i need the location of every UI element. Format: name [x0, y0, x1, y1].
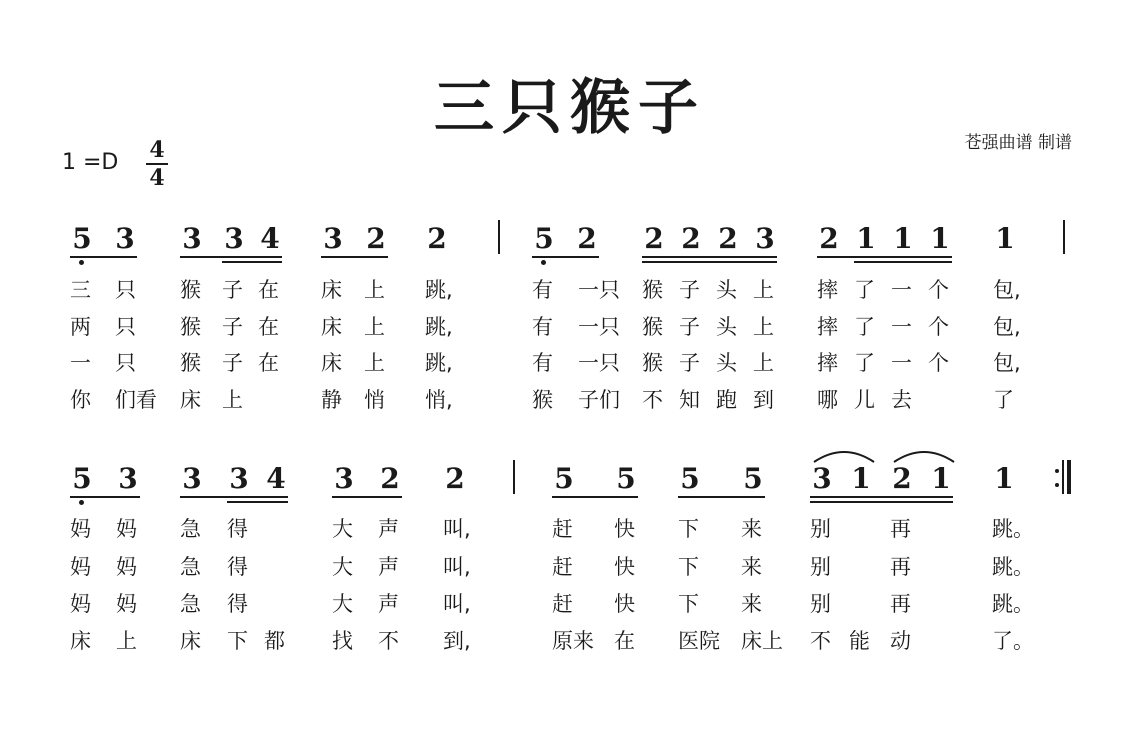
note: 3 [115, 222, 135, 255]
lyric-char: 上 [364, 278, 385, 302]
lyric-char: 跳。 [992, 517, 1034, 541]
lyric-char: 妈 [116, 555, 137, 579]
barline [1063, 220, 1065, 254]
lyric-char: 赶 [552, 517, 573, 541]
lyric-char: 有 [532, 315, 553, 339]
lyric-char: 一 [891, 315, 912, 339]
note: 3 [224, 222, 244, 255]
note: 3 [334, 462, 354, 495]
lyric-char: 悄 [364, 388, 385, 412]
note: 2 [892, 462, 912, 495]
lyric-char: 赶 [552, 592, 573, 616]
lyric-char: 上 [753, 315, 774, 339]
lyric-char: 在 [258, 315, 279, 339]
lyric-line [0, 629, 1140, 653]
underline-eighth [321, 256, 388, 258]
lyric-char: 妈 [116, 517, 137, 541]
lyric-char: 只 [115, 315, 136, 339]
note: 5 [680, 462, 700, 495]
lyric-char: 床 [70, 629, 91, 653]
lyric-char: 上 [364, 315, 385, 339]
lyric-char: 子 [679, 351, 700, 375]
lyric-char: 在 [258, 278, 279, 302]
note: 3 [118, 462, 138, 495]
lyric-char: 床 [321, 351, 342, 375]
barline [498, 220, 500, 254]
note: 5 [616, 462, 636, 495]
lyric-char: 你 [70, 388, 91, 412]
underline-eighth [532, 256, 599, 258]
lyric-char: 猴 [642, 315, 663, 339]
lyric-char: 悄, [425, 388, 453, 412]
lyric-char: 去 [891, 388, 912, 412]
lyric-char: 大 [332, 517, 353, 541]
lyric-char: 了 [854, 351, 875, 375]
underline-eighth [70, 256, 137, 258]
underline-eighth [70, 496, 140, 498]
note: 3 [812, 462, 832, 495]
lyric-char: 急 [180, 555, 201, 579]
lyric-char: 个 [928, 315, 949, 339]
note: 5 [72, 222, 92, 255]
time-signature-bottom: 4 [149, 165, 165, 191]
note: 3 [182, 222, 202, 255]
underline-sixteenth [642, 261, 777, 263]
lyric-char: 叫, [443, 592, 471, 616]
lyric-char: 到, [443, 629, 471, 653]
lyric-char: 跳。 [992, 555, 1034, 579]
lyric-char: 妈 [116, 592, 137, 616]
lyric-char: 上 [753, 351, 774, 375]
low-octave-dot [79, 260, 84, 265]
lyric-char: 大 [332, 592, 353, 616]
lyric-char: 来 [741, 592, 762, 616]
lyric-char: 快 [614, 517, 635, 541]
lyric-char: 一只 [578, 278, 620, 302]
lyric-char: 只 [115, 351, 136, 375]
lyric-char: 了。 [992, 629, 1034, 653]
note: 1 [994, 462, 1014, 495]
key-signature: 1 =D [62, 150, 119, 175]
lyric-char: 声 [378, 517, 399, 541]
lyric-char: 再 [890, 592, 911, 616]
lyric-char: 急 [180, 592, 201, 616]
note: 2 [366, 222, 386, 255]
note: 2 [819, 222, 839, 255]
lyric-char: 床上 [741, 629, 783, 653]
lyric-line [0, 315, 1140, 339]
lyric-char: 跑 [716, 388, 737, 412]
lyric-char: 包, [993, 278, 1021, 302]
lyric-char: 有 [532, 351, 553, 375]
lyric-char: 不 [378, 629, 399, 653]
underline-sixteenth [854, 261, 952, 263]
lyric-char: 动 [890, 629, 911, 653]
lyric-char: 得 [227, 555, 248, 579]
underline-eighth [332, 496, 402, 498]
note: 3 [182, 462, 202, 495]
lyric-char: 下 [678, 517, 699, 541]
lyric-char: 床 [180, 388, 201, 412]
repeat-dot [1055, 469, 1059, 473]
lyric-char: 叫, [443, 517, 471, 541]
lyric-line [0, 517, 1140, 541]
underline-eighth [810, 496, 953, 498]
note: 1 [893, 222, 913, 255]
low-octave-dot [79, 500, 84, 505]
lyric-char: 别 [810, 517, 831, 541]
lyric-char: 跳。 [992, 592, 1034, 616]
lyric-char: 都 [264, 629, 285, 653]
note: 5 [534, 222, 554, 255]
lyric-char: 上 [364, 351, 385, 375]
lyric-char: 得 [227, 517, 248, 541]
underline-eighth [180, 496, 288, 498]
lyric-char: 得 [227, 592, 248, 616]
lyric-char: 猴 [532, 388, 553, 412]
lyric-char: 再 [890, 517, 911, 541]
underline-eighth [678, 496, 765, 498]
lyric-char: 了 [854, 315, 875, 339]
lyric-char: 一只 [578, 315, 620, 339]
lyric-char: 别 [810, 555, 831, 579]
underline-eighth [642, 256, 777, 258]
lyric-char: 了 [854, 278, 875, 302]
underline-sixteenth [227, 501, 288, 503]
lyric-char: 们看 [115, 388, 157, 412]
note: 2 [644, 222, 664, 255]
lyric-char: 子 [679, 315, 700, 339]
note: 3 [229, 462, 249, 495]
lyric-line [0, 388, 1140, 412]
lyric-line [0, 592, 1140, 616]
lyric-char: 妈 [70, 517, 91, 541]
note: 2 [681, 222, 701, 255]
note: 2 [445, 462, 465, 495]
lyric-char: 子们 [578, 388, 620, 412]
lyric-char: 摔 [817, 278, 838, 302]
note: 2 [718, 222, 738, 255]
lyric-char: 床 [321, 315, 342, 339]
underline-sixteenth [810, 501, 953, 503]
note: 3 [755, 222, 775, 255]
lyric-char: 上 [753, 278, 774, 302]
lyric-char: 子 [222, 278, 243, 302]
lyric-char: 一只 [578, 351, 620, 375]
note: 2 [380, 462, 400, 495]
lyric-char: 来 [741, 555, 762, 579]
lyric-line [0, 351, 1140, 375]
lyric-char: 一 [891, 278, 912, 302]
lyric-char: 床 [180, 629, 201, 653]
underline-eighth [552, 496, 638, 498]
lyric-char: 猴 [642, 351, 663, 375]
lyric-char: 猴 [180, 351, 201, 375]
lyric-char: 别 [810, 592, 831, 616]
lyric-char: 个 [928, 351, 949, 375]
lyric-char: 两 [70, 315, 91, 339]
note: 2 [577, 222, 597, 255]
slur [890, 448, 958, 464]
lyric-char: 大 [332, 555, 353, 579]
lyric-char: 猴 [642, 278, 663, 302]
slur [810, 448, 878, 464]
lyric-char: 一 [70, 351, 91, 375]
repeat-barline-thick [1067, 460, 1071, 494]
lyric-line [0, 555, 1140, 579]
note: 1 [931, 462, 951, 495]
lyric-char: 包, [993, 315, 1021, 339]
lyric-char: 快 [614, 592, 635, 616]
lyric-char: 静 [321, 388, 342, 412]
lyric-char: 下 [227, 629, 248, 653]
note: 1 [995, 222, 1015, 255]
underline-sixteenth [222, 261, 282, 263]
note: 4 [266, 462, 286, 495]
lyric-char: 跳, [425, 278, 453, 302]
barline [513, 460, 515, 494]
lyric-char: 摔 [817, 315, 838, 339]
lyric-char: 床 [321, 278, 342, 302]
note: 2 [427, 222, 447, 255]
lyric-char: 原来 [552, 629, 594, 653]
lyric-char: 赶 [552, 555, 573, 579]
note: 1 [856, 222, 876, 255]
repeat-barline-thin [1062, 460, 1064, 494]
lyric-char: 在 [258, 351, 279, 375]
lyric-char: 不 [810, 629, 831, 653]
note: 4 [260, 222, 280, 255]
lyric-char: 子 [222, 315, 243, 339]
lyric-char: 头 [716, 278, 737, 302]
lyric-char: 头 [716, 315, 737, 339]
lyric-char: 能 [849, 629, 870, 653]
lyric-char: 跳, [425, 351, 453, 375]
note: 5 [72, 462, 92, 495]
lyric-char: 到 [753, 388, 774, 412]
lyric-char: 猴 [180, 315, 201, 339]
lyric-char: 叫, [443, 555, 471, 579]
lyric-char: 上 [116, 629, 137, 653]
lyric-char: 快 [614, 555, 635, 579]
arranger-credit: 苍强曲谱 制谱 [964, 133, 1072, 153]
lyric-char: 声 [378, 592, 399, 616]
lyric-char: 不 [642, 388, 663, 412]
lyric-char: 知 [679, 388, 700, 412]
underline-eighth [180, 256, 282, 258]
time-signature-top: 4 [149, 137, 165, 163]
lyric-char: 头 [716, 351, 737, 375]
lyric-char: 三 [70, 278, 91, 302]
lyric-char: 有 [532, 278, 553, 302]
lyric-char: 声 [378, 555, 399, 579]
lyric-char: 个 [928, 278, 949, 302]
lyric-char: 医院 [678, 629, 720, 653]
lyric-char: 妈 [70, 592, 91, 616]
lyric-char: 子 [679, 278, 700, 302]
note: 1 [930, 222, 950, 255]
note: 5 [743, 462, 763, 495]
lyric-char: 包, [993, 351, 1021, 375]
lyric-line [0, 278, 1140, 302]
lyric-char: 急 [180, 517, 201, 541]
time-signature [146, 138, 168, 190]
lyric-char: 猴 [180, 278, 201, 302]
lyric-char: 只 [115, 278, 136, 302]
lyric-char: 跳, [425, 315, 453, 339]
lyric-char: 了 [993, 388, 1014, 412]
lyric-char: 子 [222, 351, 243, 375]
note: 1 [851, 462, 871, 495]
note: 3 [323, 222, 343, 255]
lyric-char: 哪 [817, 388, 838, 412]
lyric-char: 上 [222, 388, 243, 412]
lyric-char: 再 [890, 555, 911, 579]
lyric-char: 找 [332, 629, 353, 653]
lyric-char: 儿 [854, 388, 875, 412]
lyric-char: 摔 [817, 351, 838, 375]
note: 5 [554, 462, 574, 495]
repeat-dot [1055, 483, 1059, 487]
lyric-char: 一 [891, 351, 912, 375]
lyric-char: 妈 [70, 555, 91, 579]
song-title: 三只猴子 [434, 73, 706, 143]
lyric-char: 下 [678, 592, 699, 616]
lyric-char: 下 [678, 555, 699, 579]
underline-eighth [817, 256, 952, 258]
lyric-char: 来 [741, 517, 762, 541]
low-octave-dot [541, 260, 546, 265]
lyric-char: 在 [614, 629, 635, 653]
